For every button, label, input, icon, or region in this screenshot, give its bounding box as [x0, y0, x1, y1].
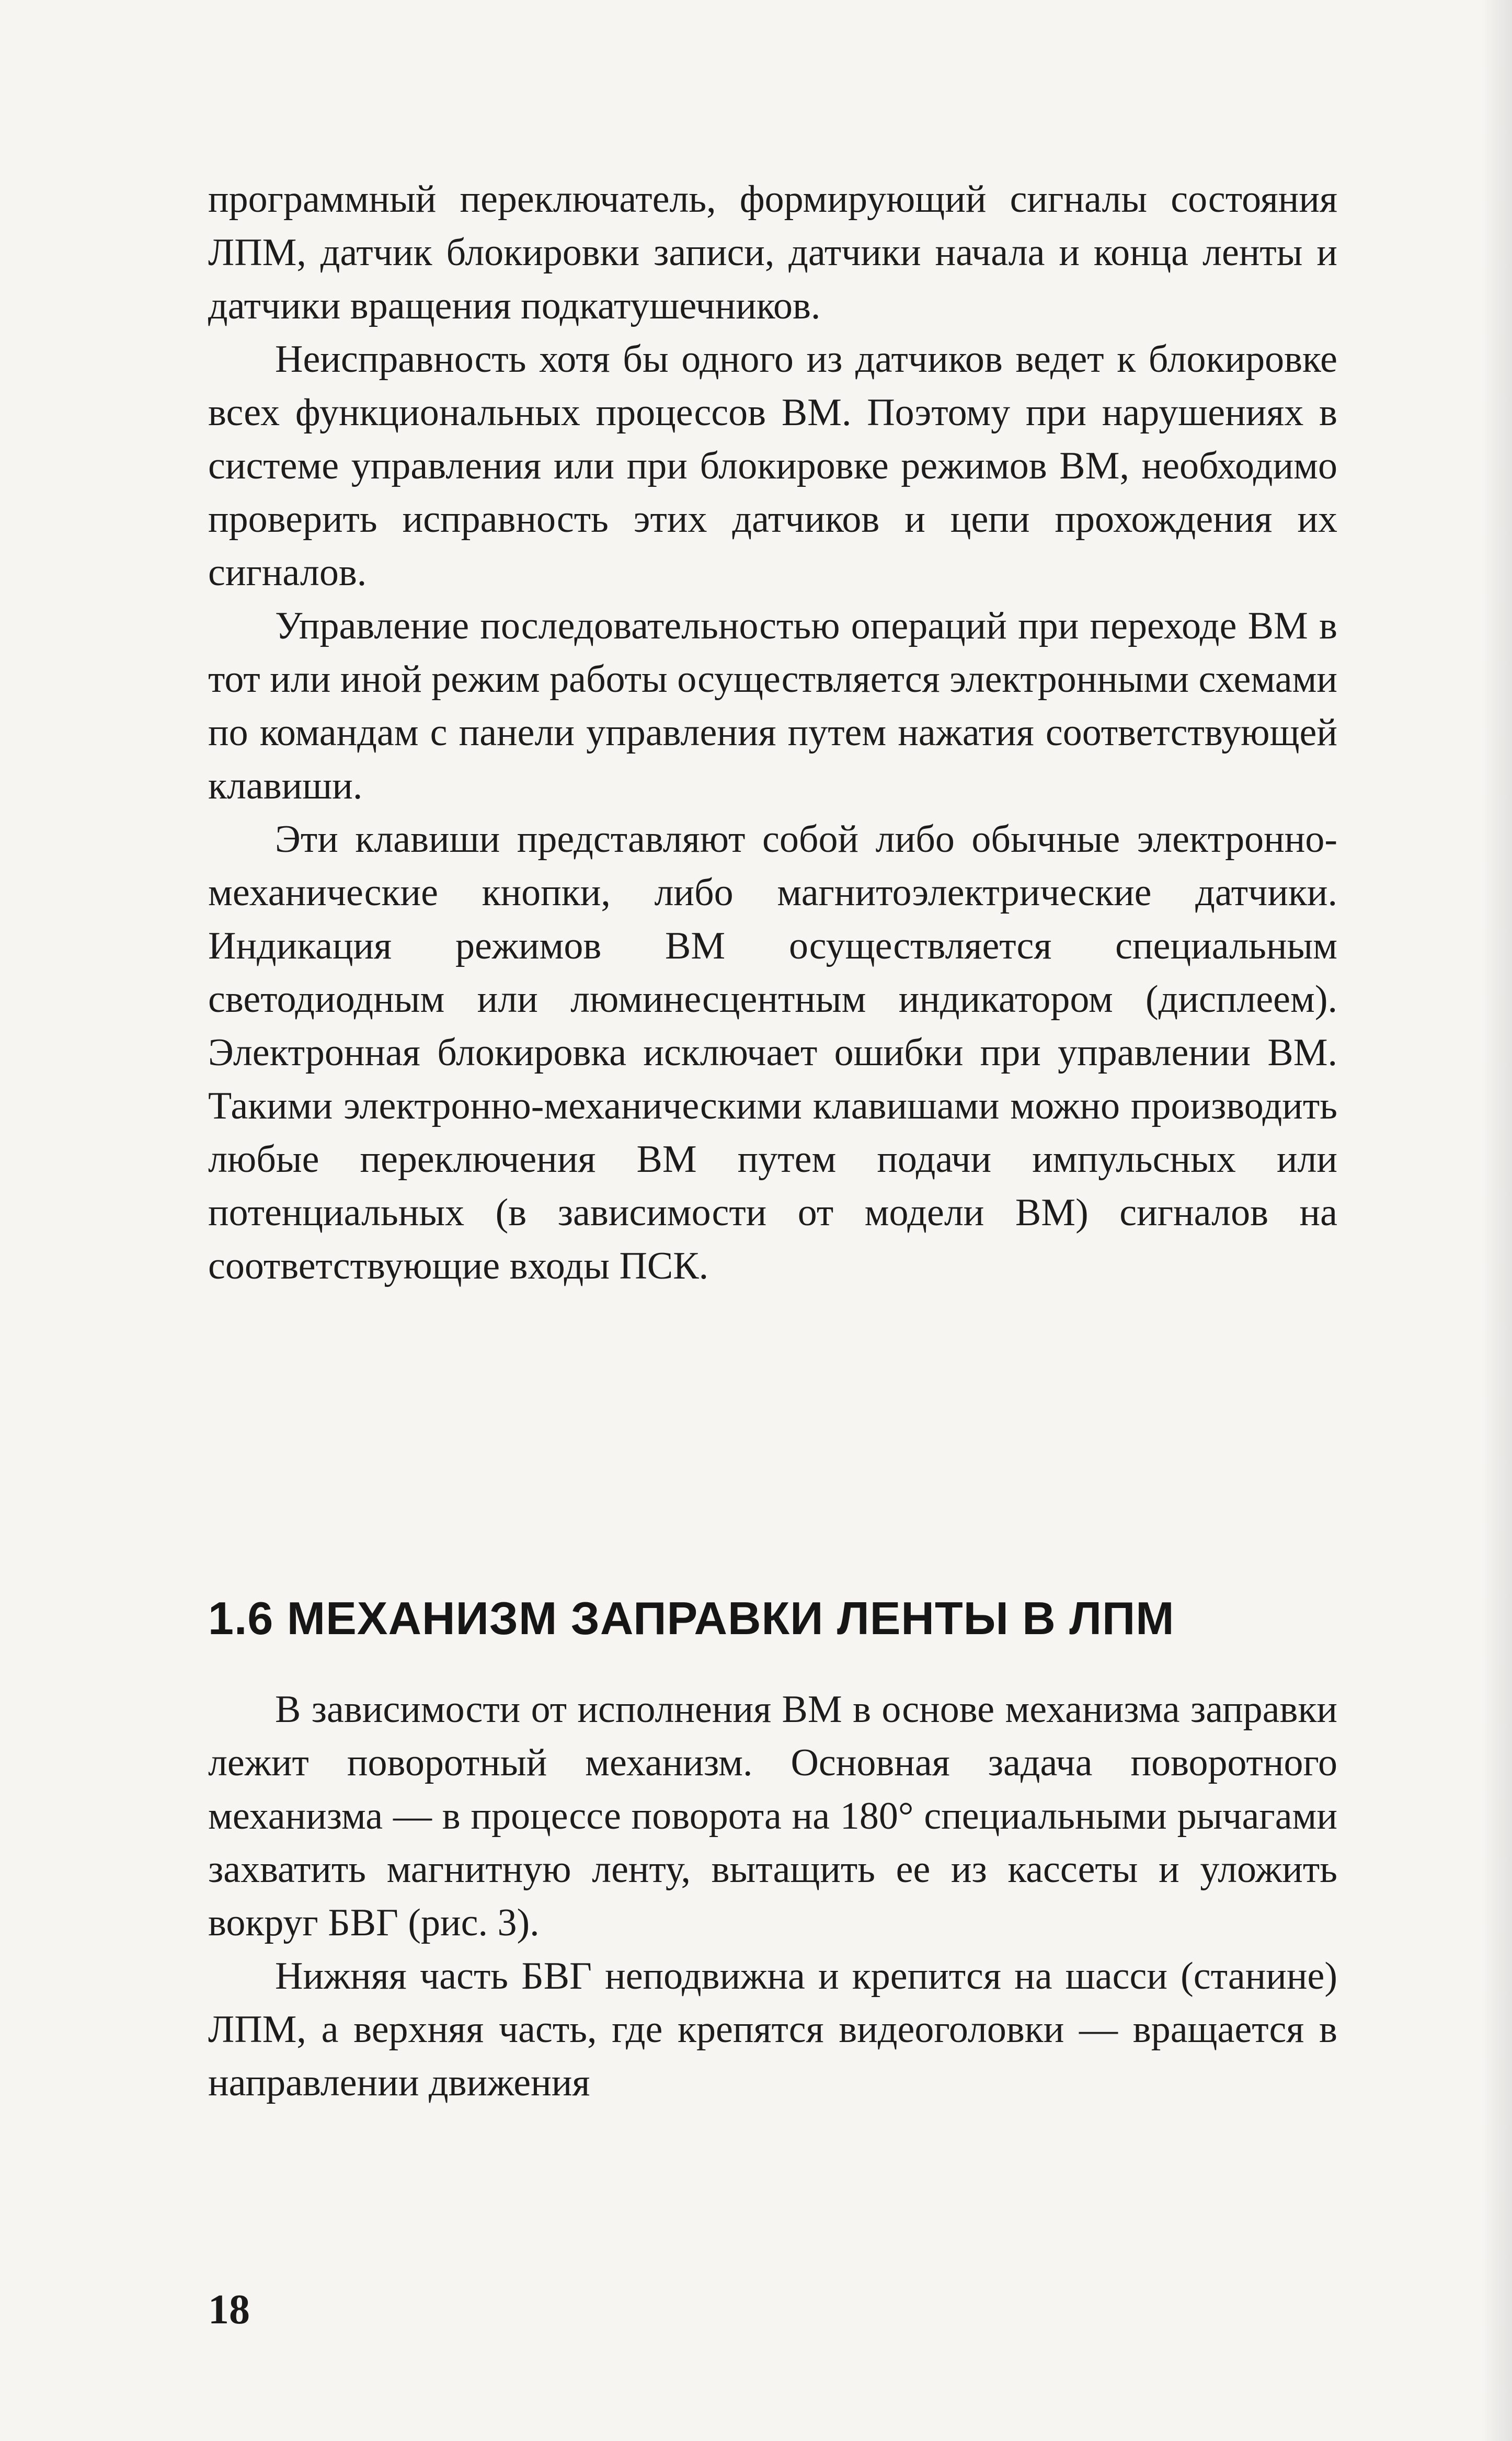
section-heading: 1.6 МЕХАНИЗМ ЗАПРАВКИ ЛЕНТЫ В ЛПМ: [208, 1592, 1175, 1644]
body-text: [208, 173, 1337, 1293]
paragraph-keys: Эти клавиши представляют собой либо обычные электронно-механические кнопки, либо магнитоэлектрические датчики. Индикация режимов ВМ осуществляется специальным светодиодным или люминесцентным индикатором (дисплеем). Электронная блокировка исключает ошибки при управлении ВМ. Такими электронно-механическими клавишами можно производить любые переключения ВМ путем подачи импульсных или потенциальных (в зависимости от модели ВМ) сигналов на соответствующие входы ПСК.: [208, 818, 1337, 1287]
paragraph-continuation: программный переключатель, формирующий сигналы состояния ЛПМ, датчик блокировки записи, датчики начала и конца ленты и датчики вращения подкатушечников.: [208, 178, 1337, 327]
section-paragraph-mechanism: В зависимости от исполнения ВМ в основе механизма заправки лежит поворотный механизм. Основная задача поворотного механизма — в процессе поворота на 180° специальными рычагами захватить магнитную ленту, вытащить ее из кассеты и уложить вокруг БВГ (рис. 3).: [208, 1688, 1337, 1944]
paragraph-control-sequence: Управление последовательностью операций при переходе ВМ в тот или иной режим работы осуществляется электронными схемами по командам с панели управления путем нажатия соответствующей клавиши.: [208, 604, 1337, 807]
paragraph-sensors-fault: Неисправность хотя бы одного из датчиков ведет к блокировке всех функциональных процессов ВМ. Поэтому при нарушениях в системе управления или при блокировке режимов ВМ, необходимо проверить исправность этих датчиков и цепи прохождения их сигналов.: [208, 338, 1337, 594]
page-edge-shadow: [1481, 0, 1512, 2441]
section-paragraph-drum: Нижняя часть БВГ неподвижна и крепится на шасси (станине) ЛПМ, а верхняя часть, где крепятся видеоголовки — вращается в направлении движения: [208, 1955, 1337, 2104]
section-body-text: [208, 1683, 1337, 2109]
page-number: 18: [208, 2287, 250, 2333]
